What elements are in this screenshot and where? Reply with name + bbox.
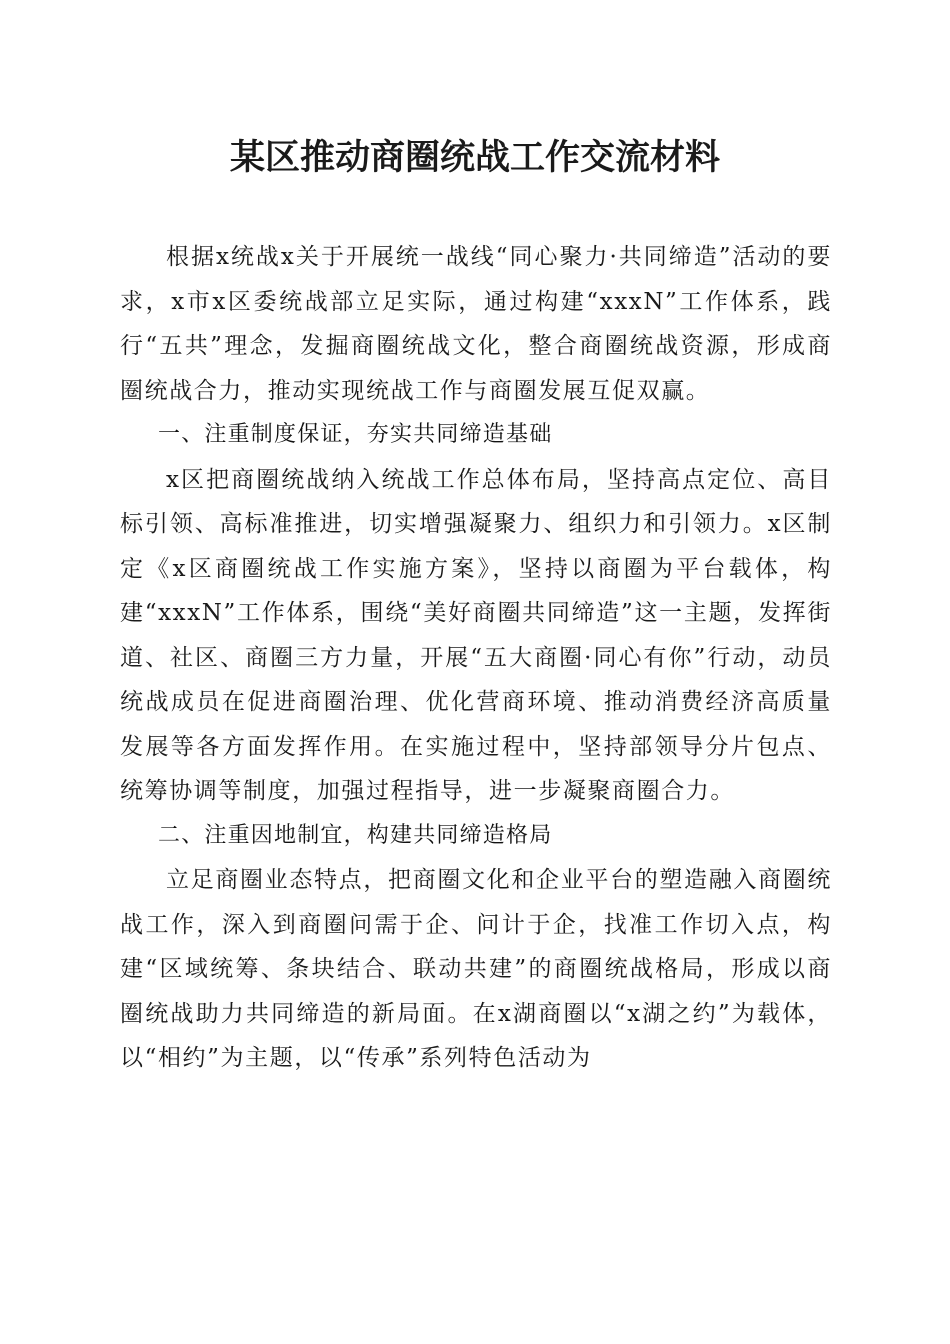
document-body <box>120 235 832 1081</box>
document-title: 某区推动商圈统战工作交流材料 <box>229 137 720 178</box>
section-heading-1: 一、注重制度保证，夯实共同缔造基础 <box>158 422 553 447</box>
section-paragraph-2: 立足商圈业态特点，把商圈文化和企业平台的塑造融入商圈统战工作，深入到商圈问需于企、问计于企，找准工作切入点，构建“区域统筹、条块结合、联动共建”的商圈统战格局，形成以商圈统战助力共同缔造的新局面。在x湖商圈以“x湖之约”为载体，以“相约”为主题，以“传承”系列特色活动为 <box>120 867 832 1071</box>
section-paragraph-1: x区把商圈统战纳入统战工作总体布局，坚持高点定位、高目标引领、高标准推进，切实增强凝聚力、组织力和引领力。x区制定《x区商圈统战工作实施方案》，坚持以商圈为平台载体，构建“xxxN”工作体系，围绕“美好商圈共同缔造”这一主题，发挥街道、社区、商圈三方力量，开展“五大商圈·同心有你”行动，动员统战成员在促进商圈治理、优化营商环境、推动消费经济高质量发展等各方面发挥作用。在实施过程中，坚持部领导分片包点、统筹协调等制度，加强过程指导，进一步凝聚商圈合力。 <box>120 466 832 804</box>
intro-paragraph: 根据x统战x关于开展统一战线“同心聚力·共同缔造”活动的要求，x市x区委统战部立足实际，通过构建“xxxN”工作体系，践行“五共”理念，发掘商圈统战文化，整合商圈统战资源，形成商圈统战合力，推动实现统战工作与商圈发展互促双赢。 <box>120 244 832 404</box>
section-heading-2: 二、注重因地制宜，构建共同缔造格局 <box>158 822 553 848</box>
